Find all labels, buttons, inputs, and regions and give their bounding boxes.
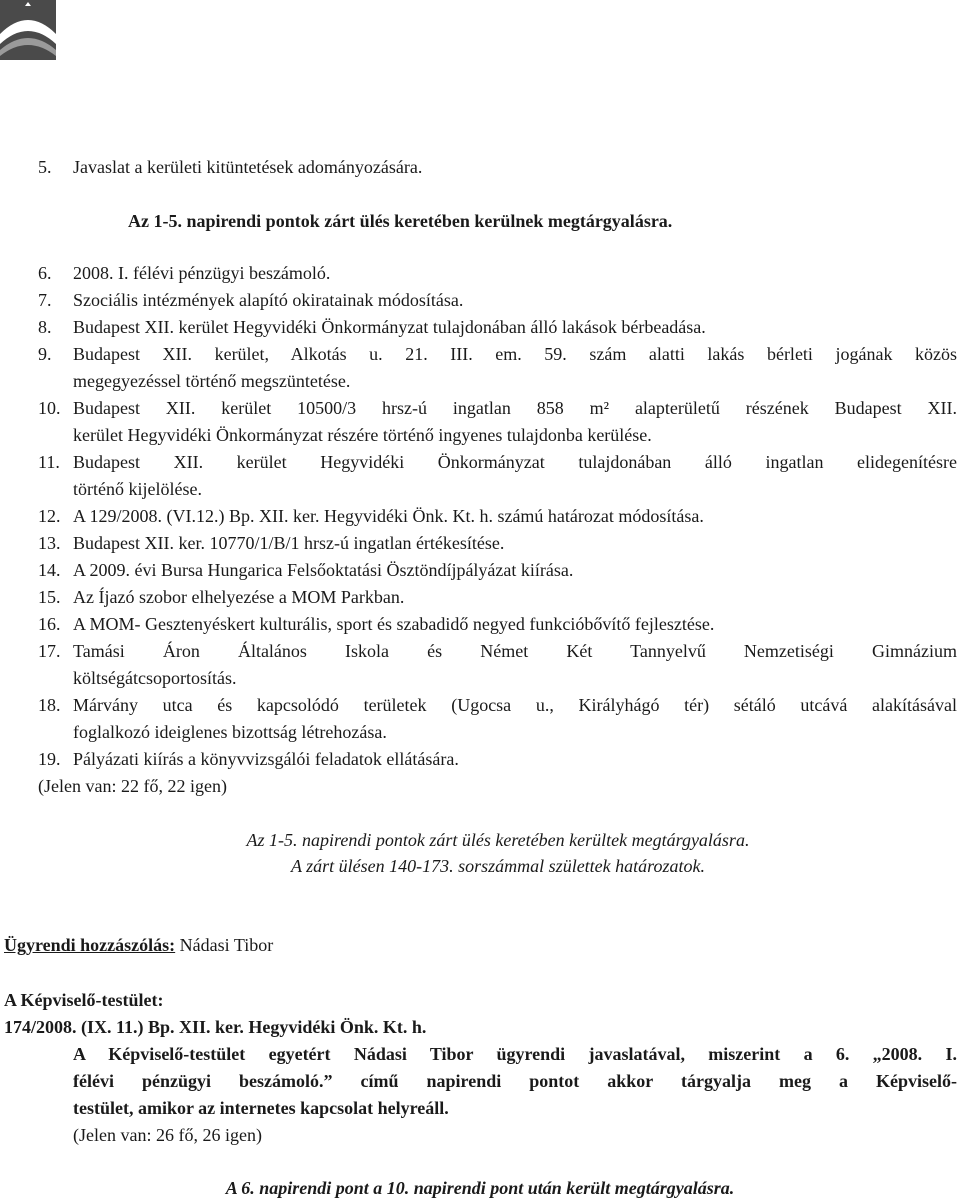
attendance-record: (Jelen van: 26 fő, 26 igen): [73, 1125, 262, 1145]
agenda-item-text: Pályázati kiírás a könyvvizsgálói feladatok ellátására.: [73, 749, 459, 769]
agenda-item-text: Budapest XII. kerület, Alkotás u. 21. III. em. 59. szám alatti lakás bérleti jogának közös: [73, 344, 957, 364]
agenda-item-number: 5.: [38, 157, 52, 177]
agenda-item-number: 9.: [38, 344, 52, 364]
attendance-record: (Jelen van: 22 fő, 22 igen): [38, 776, 227, 796]
procedural-label: Ügyrendi hozzászólás:: [4, 935, 176, 955]
agenda-item-number: 7.: [38, 290, 52, 310]
agenda-item-text: Budapest XII. kerület Hegyvidéki Önkormányzat tulajdonában álló ingatlan elidegenítésre: [73, 452, 957, 472]
agenda-item-text: Budapest XII. kerület 10500/3 hrsz-ú ingatlan 858 m² alapterületű részének Budapest XII.: [73, 398, 957, 418]
procedural-comment: [4, 934, 273, 956]
agenda-item-number: 10.: [38, 398, 61, 418]
agenda-item-number: 6.: [38, 263, 52, 283]
closed-session-result-note: Az 1-5. napirendi pontok zárt ülés keretében kerültek megtárgyalásra.: [246, 830, 750, 850]
procedural-speaker: Nádasi Tibor: [175, 935, 274, 955]
agenda-item-number: 19.: [38, 749, 61, 769]
agenda-item-text-cont: költségátcsoportosítás.: [73, 668, 237, 688]
agenda-item-number: 18.: [38, 695, 61, 715]
agenda-item-text: 2008. I. félévi pénzügyi beszámoló.: [73, 263, 331, 283]
closed-session-note: Az 1-5. napirendi pontok zárt ülés keretében kerülnek megtárgyalásra.: [128, 211, 673, 231]
agenda-item-number: 16.: [38, 614, 61, 634]
agenda-item-text: Tamási Áron Általános Iskola és Német Két Tannyelvű Nemzetiségi Gimnázium: [73, 641, 957, 661]
agenda-item-number: 12.: [38, 506, 61, 526]
agenda-item-text-cont: kerület Hegyvidéki Önkormányzat részére történő ingyenes tulajdonba kerülése.: [73, 425, 652, 445]
agenda-item-text: Az Íjazó szobor elhelyezése a MOM Parkban.: [73, 587, 405, 607]
resolution-text-line: A Képviselő-testület egyetért Nádasi Tibor ügyrendi javaslatával, miszerint a 6. „2008. I.: [73, 1044, 957, 1064]
body-heading: A Képviselő-testület:: [4, 990, 164, 1010]
agenda-item-number: 11.: [38, 452, 60, 472]
agenda-item-text: A MOM- Gesztenyéskert kulturális, sport és szabadidő negyed funkcióbővítő fejlesztése.: [73, 614, 715, 634]
agenda-item-text: Javaslat a kerületi kitüntetések adományozására.: [73, 157, 423, 177]
resolution-text-line: testület, amikor az internetes kapcsolat helyreáll.: [73, 1098, 449, 1118]
agenda-item-text: A 2009. évi Bursa Hungarica Felsőoktatási Ösztöndíjpályázat kiírása.: [73, 560, 574, 580]
agenda-item-number: 14.: [38, 560, 61, 580]
agenda-item-text: A 129/2008. (VI.12.) Bp. XII. ker. Hegyvidéki Önk. Kt. h. számú határozat módosítása.: [73, 506, 704, 526]
agenda-item-text: Márvány utca és kapcsolódó területek (Ugocsa u., Királyhágó tér) sétáló utcává alakításával: [73, 695, 957, 715]
agenda-item-text-cont: foglalkozó ideiglenes bizottság létrehozása.: [73, 722, 387, 742]
final-note: A 6. napirendi pont a 10. napirendi pont után került megtárgyalásra.: [225, 1178, 735, 1198]
municipality-logo-icon: [0, 0, 56, 60]
agenda-item-number: 13.: [38, 533, 61, 553]
agenda-item-text: Budapest XII. ker. 10770/1/B/1 hrsz-ú ingatlan értékesítése.: [73, 533, 505, 553]
agenda-item-text-cont: megegyezéssel történő megszüntetése.: [73, 371, 351, 391]
agenda-item-number: 15.: [38, 587, 61, 607]
agenda-item-text: Budapest XII. kerület Hegyvidéki Önkormányzat tulajdonában álló lakások bérbeadása.: [73, 317, 706, 337]
agenda-item-number: 8.: [38, 317, 52, 337]
resolution-text-line: félévi pénzügyi beszámoló.” című napirendi pontot akkor tárgyalja meg a Képviselő-: [73, 1071, 957, 1091]
agenda-item-number: 17.: [38, 641, 61, 661]
closed-session-resolutions-note: A zárt ülésen 140-173. sorszámmal születtek határozatok.: [291, 856, 705, 876]
agenda-item-text: Szociális intézmények alapító okiratainak módosítása.: [73, 290, 464, 310]
agenda-item-text-cont: történő kijelölése.: [73, 479, 202, 499]
resolution-id: 174/2008. (IX. 11.) Bp. XII. ker. Hegyvidéki Önk. Kt. h.: [4, 1017, 427, 1037]
